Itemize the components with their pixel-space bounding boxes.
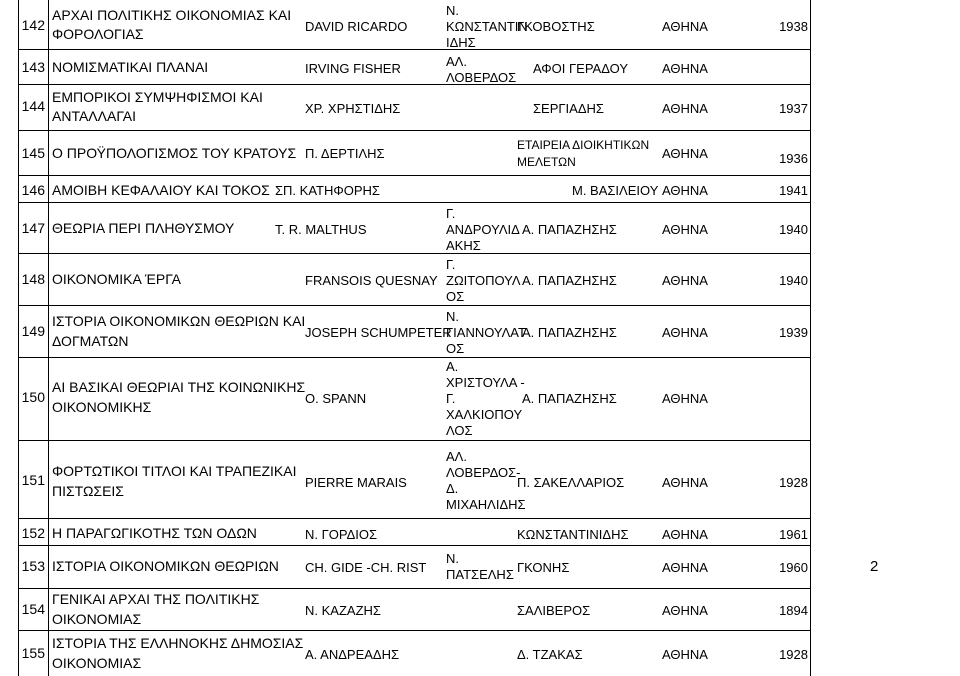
column-divider [48, 0, 49, 676]
publisher: ΣΑΛΙΒΕΡΟΣ [517, 603, 591, 618]
book-title: ΝΟΜΙΣΜΑΤΙΚΑΙ ΠΛΑΝΑΙ [52, 59, 209, 75]
row-number: 147 [21, 220, 45, 236]
city: ΑΘΗΝΑ [662, 560, 708, 575]
author: IRVING FISHER [305, 61, 401, 76]
book-title: Ο ΠΡΟΫΠΟΛΟΓΙΣΜΟΣ ΤΟΥ ΚΡΑΤΟΥΣ [52, 145, 297, 161]
book-title: ΦΟΡΤΩΤΙΚΟΙ ΤΙΤΛΟΙ ΚΑΙ ΤΡΑΠΕΖΙΚΑΙ [52, 463, 297, 479]
book-title: ΑΝΤΑΛΛΑΓΑΙ [52, 108, 136, 124]
book-title: ΟΙΚΟΝΟΜΙΚΗΣ [52, 399, 152, 415]
row-divider [18, 202, 810, 203]
translator: ΑΛ. [446, 54, 467, 69]
row-number: 150 [21, 389, 45, 405]
book-title: ΟΙΚΟΝΟΜΙΑΣ [52, 611, 142, 627]
book-title: ΔΟΓΜΑΤΩΝ [52, 333, 129, 349]
city: ΑΘΗΝΑ [662, 61, 708, 76]
row-divider [18, 253, 810, 254]
city: ΑΘΗΝΑ [662, 603, 708, 618]
row-divider [18, 545, 810, 546]
publisher: ΚΩΝΣΤΑΝΤΙΝΙΔΗΣ [517, 527, 629, 542]
book-title: ΙΣΤΟΡΙΑ ΟΙΚΟΝΟΜΙΚΩΝ ΘΕΩΡΙΩΝ ΚΑΙ [52, 313, 306, 329]
translator: Ν. [446, 3, 459, 18]
translator: ΑΛ. [446, 449, 467, 464]
year: 1940 [779, 273, 808, 288]
translator: ΑΚΗΣ [446, 238, 481, 253]
book-title: ΑΡΧΑΙ ΠΟΛΙΤΙΚΗΣ ΟΙΚΟΝΟΜΙΑΣ ΚΑΙ [52, 7, 292, 23]
book-title: ΟΙΚΟΝΟΜΙΑΣ [52, 655, 142, 671]
author: ΧΡ. ΧΡΗΣΤΙΔΗΣ [305, 101, 401, 116]
year: 1894 [779, 603, 808, 618]
translator: ΛΟΣ [446, 423, 473, 438]
book-title: ΙΣΤΟΡΙΑ ΤΗΣ ΕΛΛΗΝΟΚΗΣ ΔΗΜΟΣΙΑΣ [52, 635, 304, 651]
publisher: Π. ΣΑΚΕΛΛΑΡΙΟΣ [517, 475, 625, 490]
year: 1936 [779, 151, 808, 166]
book-title: Η ΠΑΡΑΓΩΓΙΚΟΤΗΣ ΤΩΝ ΟΔΩΝ [52, 525, 257, 541]
book-title: ΑΙ ΒΑΣΙΚΑΙ ΘΕΩΡΙΑΙ ΤΗΣ ΚΟΙΝΩΝΙΚΗΣ [52, 379, 306, 395]
city: ΑΘΗΝΑ [662, 19, 708, 34]
author: Ν. ΚΑΖΑΖΗΣ [305, 603, 381, 618]
book-title: ΦΟΡΟΛΟΓΙΑΣ [52, 26, 144, 42]
row-number: 143 [21, 59, 45, 75]
row-divider [18, 84, 810, 85]
year: 1940 [779, 222, 808, 237]
row-divider [18, 130, 810, 131]
row-number: 155 [21, 645, 45, 661]
city: ΑΘΗΝΑ [662, 325, 708, 340]
row-divider [18, 49, 810, 50]
publisher: ΑΦΟΙ ΓΕΡΑΔΟΥ [533, 61, 628, 76]
author: T. R. MALTHUS [275, 222, 367, 237]
book-title: ΘΕΩΡΙΑ ΠΕΡΙ ΠΛΗΘΥΣΜΟΥ [52, 220, 235, 236]
row-divider [18, 630, 810, 631]
year: 1928 [779, 647, 808, 662]
translator: Γ. [446, 391, 456, 406]
translator: ΟΣ [446, 341, 465, 356]
author: Π. ΔΕΡΤΙΛΗΣ [305, 146, 385, 161]
row-number: 148 [21, 271, 45, 287]
publisher: Α. ΠΑΠΑΖΗΣΗΣ [522, 273, 617, 288]
publisher: ΣΕΡΓΙΑΔΗΣ [533, 101, 604, 116]
row-number: 144 [21, 98, 45, 114]
translator: ΠΑΤΣΕΛΗΣ [446, 567, 514, 582]
city: ΑΘΗΝΑ [662, 527, 708, 542]
translator: Γ. [446, 206, 456, 221]
author: ΣΠ. ΚΑΤΗΦΟΡΗΣ [275, 183, 380, 198]
publisher: Α. ΠΑΠΑΖΗΣΗΣ [522, 222, 617, 237]
translator: ΚΩΝΣΤΑΝΤΙΝ [446, 19, 528, 34]
row-number: 146 [21, 182, 45, 198]
translator: Γ. [446, 257, 456, 272]
publisher: ΓΚΟΒΟΣΤΗΣ [517, 19, 595, 34]
translator: Δ. [446, 481, 459, 496]
translator: ΛΟΒΕΡΔΟΣ- [446, 465, 521, 480]
author: FRANSOIS QUESNAY [305, 273, 438, 288]
year: 1941 [779, 183, 808, 198]
author: JOSEPH SCHUMPETER [305, 325, 452, 340]
publisher: Δ. ΤΖΑΚΑΣ [517, 647, 583, 662]
translator: ΧΑΛΚΙΟΠΟΥ [446, 407, 523, 422]
author: Ν. ΓΟΡΔΙΟΣ [305, 527, 378, 542]
book-title: ΠΙΣΤΩΣΕΙΣ [52, 483, 124, 499]
publisher: ΜΕΛΕΤΩΝ [517, 155, 576, 169]
publisher: Μ. ΒΑΣΙΛΕΙΟΥ [572, 183, 659, 198]
publisher: ΓΚΟΝΗΣ [517, 560, 570, 575]
publisher: ΕΤΑΙΡΕΙΑ ΔΙΟΙΚΗΤΙΚΩΝ [517, 138, 650, 152]
translator: ΟΣ [446, 289, 465, 304]
translator: ΛΟΒΕΡΔΟΣ [446, 70, 517, 85]
city: ΑΘΗΝΑ [662, 475, 708, 490]
row-divider [18, 305, 810, 306]
book-title: ΟΙΚΟΝΟΜΙΚΑ ΈΡΓΑ [52, 271, 182, 287]
translator: Ν. [446, 551, 459, 566]
copies-count: 2 [870, 558, 879, 575]
year: 1939 [779, 325, 808, 340]
author: DAVID RICARDO [305, 19, 408, 34]
author: PIERRE MARAIS [305, 475, 407, 490]
city: ΑΘΗΝΑ [662, 146, 708, 161]
row-number: 152 [21, 525, 45, 541]
column-divider [810, 0, 811, 676]
city: ΑΘΗΝΑ [662, 183, 708, 198]
row-number: 153 [21, 558, 45, 574]
book-title: ΙΣΤΟΡΙΑ ΟΙΚΟΝΟΜΙΚΩΝ ΘΕΩΡΙΩΝ [52, 558, 279, 574]
book-title: ΓΕΝΙΚΑΙ ΑΡΧΑΙ ΤΗΣ ΠΟΛΙΤΙΚΗΣ [52, 591, 260, 607]
row-number: 154 [21, 601, 45, 617]
row-divider [18, 175, 810, 176]
book-title: ΑΜΟΙΒΗ ΚΕΦΑΛΑΙΟΥ ΚΑΙ ΤΟΚΟΣ [52, 182, 270, 198]
row-number: 151 [21, 472, 45, 488]
publisher: Α. ΠΑΠΑΖΗΣΗΣ [522, 391, 617, 406]
city: ΑΘΗΝΑ [662, 222, 708, 237]
year: 1960 [779, 560, 808, 575]
city: ΑΘΗΝΑ [662, 101, 708, 116]
translator: ΙΔΗΣ [446, 35, 476, 50]
city: ΑΘΗΝΑ [662, 391, 708, 406]
city: ΑΘΗΝΑ [662, 647, 708, 662]
book-title: ΕΜΠΟΡΙΚΟΙ ΣΥΜΨΗΦΙΣΜΟΙ ΚΑΙ [52, 89, 263, 105]
year: 1937 [779, 101, 808, 116]
year: 1928 [779, 475, 808, 490]
year: 1938 [779, 19, 808, 34]
publisher: Α. ΠΑΠΑΖΗΣΗΣ [522, 325, 617, 340]
author: Α. ΑΝΔΡΕΑΔΗΣ [305, 647, 400, 662]
row-number: 149 [21, 323, 45, 339]
translator: Α. [446, 359, 459, 374]
row-divider [18, 440, 810, 441]
author: O. SPANN [305, 391, 367, 406]
author: CH. GIDE -CH. RIST [305, 560, 427, 575]
year: 1961 [779, 527, 808, 542]
row-number: 145 [21, 145, 45, 161]
row-divider [18, 588, 810, 589]
translator: ΑΝΔΡΟΥΛΙΔ [446, 222, 520, 237]
translator: Ν. [446, 309, 459, 324]
translator: ΓΙΑΝΝΟΥΛΑΤ [446, 325, 526, 340]
row-number: 142 [21, 17, 45, 33]
translator: ΖΩΙΤΟΠΟΥΛ [446, 273, 521, 288]
translator: ΜΙΧΑΗΛΙΔΗΣ [446, 497, 526, 512]
city: ΑΘΗΝΑ [662, 273, 708, 288]
row-divider [18, 518, 810, 519]
translator: ΧΡΙΣΤΟΥΛΑ - [446, 375, 525, 390]
row-divider [18, 357, 810, 358]
